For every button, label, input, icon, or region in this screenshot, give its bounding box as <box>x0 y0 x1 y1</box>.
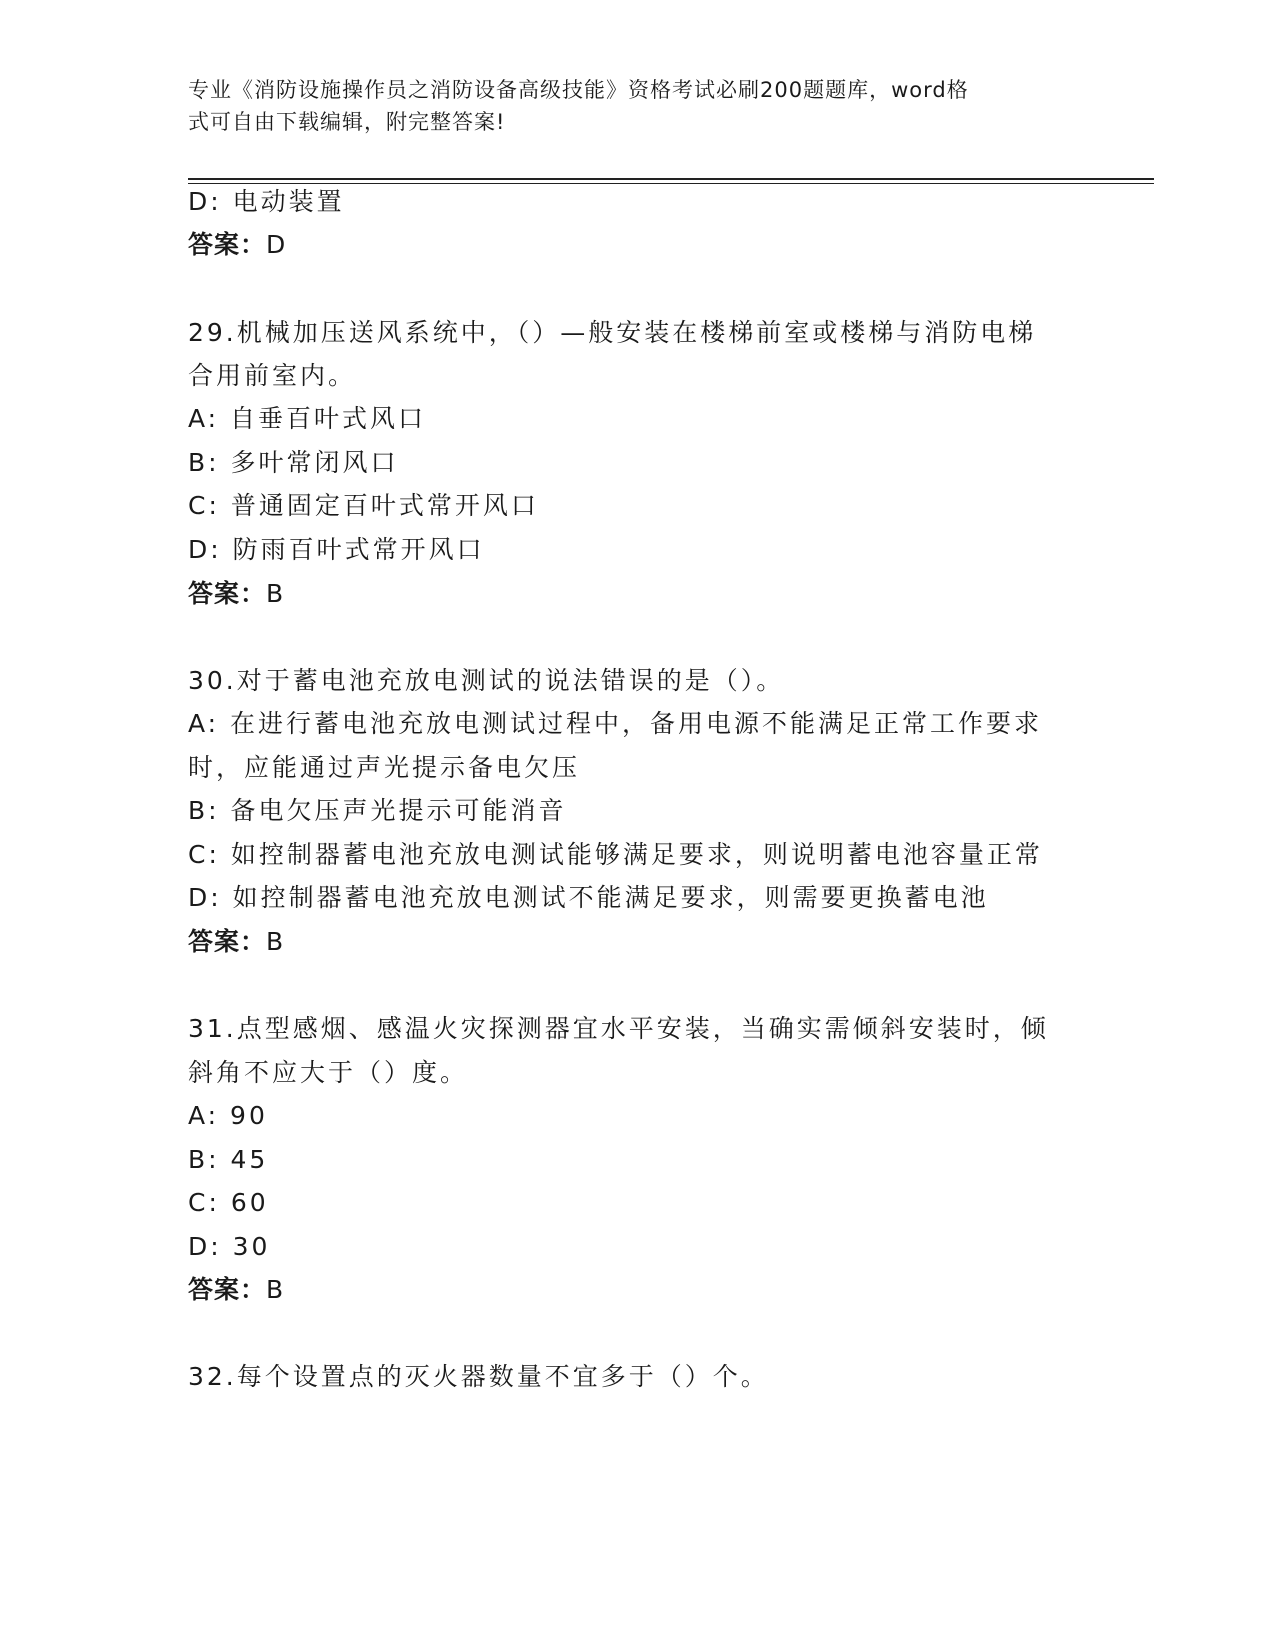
q30-option-a-line-2: 时，应能通过声光提示备电欠压 <box>188 753 581 782</box>
q29-option-d: D: 防雨百叶式常开风口 <box>188 535 485 564</box>
header-line-2: 式可自由下载编辑，附完整答案! <box>188 110 506 134</box>
answer-label: 答案： <box>188 579 267 608</box>
answer-label: 答案： <box>188 927 267 956</box>
q31-option-b: B: 45 <box>188 1145 269 1174</box>
answer-value: B <box>266 579 285 608</box>
q29-stem-line-1: 29.机械加压送风系统中，（）—般安装在楼梯前室或楼梯与消防电梯 <box>188 318 1037 347</box>
q29-stem-line-2: 合用前室内。 <box>188 361 357 390</box>
q31-option-a: A: 90 <box>188 1101 268 1130</box>
q29-option-b: B: 多叶常闭风口 <box>188 448 399 477</box>
q31-stem-line-1: 31.点型感烟、感温火灾探测器宜水平安装，当确实需倾斜安装时，倾 <box>188 1014 1049 1043</box>
prev-option-d: D: 电动装置 <box>188 187 345 216</box>
answer-label: 答案： <box>188 230 267 259</box>
q30-option-c: C: 如控制器蓄电池充放电测试能够满足要求，则说明蓄电池容量正常 <box>188 840 1043 869</box>
answer-value: B <box>266 927 285 956</box>
q30-stem: 30.对于蓄电池充放电测试的说法错误的是（）。 <box>188 666 785 695</box>
q29-option-c: C: 普通固定百叶式常开风口 <box>188 491 539 520</box>
q30-option-b: B: 备电欠压声光提示可能消音 <box>188 796 567 825</box>
q31-stem-line-2: 斜角不应大于（）度。 <box>188 1058 469 1087</box>
q32-stem: 32.每个设置点的灭火器数量不宜多于（）个。 <box>188 1362 769 1391</box>
header-line-1: 专业《消防设施操作员之消防设备高级技能》资格考试必刷200题题库，word格 <box>188 78 969 102</box>
answer-value: B <box>266 1275 285 1304</box>
prev-answer <box>188 228 286 262</box>
answer-value: D <box>266 230 287 259</box>
q29-option-a: A: 自垂百叶式风口 <box>188 404 427 433</box>
q31-option-c: C: 60 <box>188 1188 269 1217</box>
answer-label: 答案： <box>188 1275 267 1304</box>
q30-option-a-line-1: A: 在进行蓄电池充放电测试过程中，备用电源不能满足正常工作要求 <box>188 709 1043 738</box>
q30-option-d: D: 如控制器蓄电池充放电测试不能满足要求，则需要更换蓄电池 <box>188 883 989 912</box>
q31-answer <box>188 1273 284 1307</box>
header-divider-thin <box>188 183 1154 184</box>
header-divider-thick <box>188 178 1154 180</box>
q29-answer <box>188 577 284 611</box>
q31-option-d: D: 30 <box>188 1232 271 1261</box>
document-header <box>188 74 1068 138</box>
q30-answer <box>188 925 284 959</box>
